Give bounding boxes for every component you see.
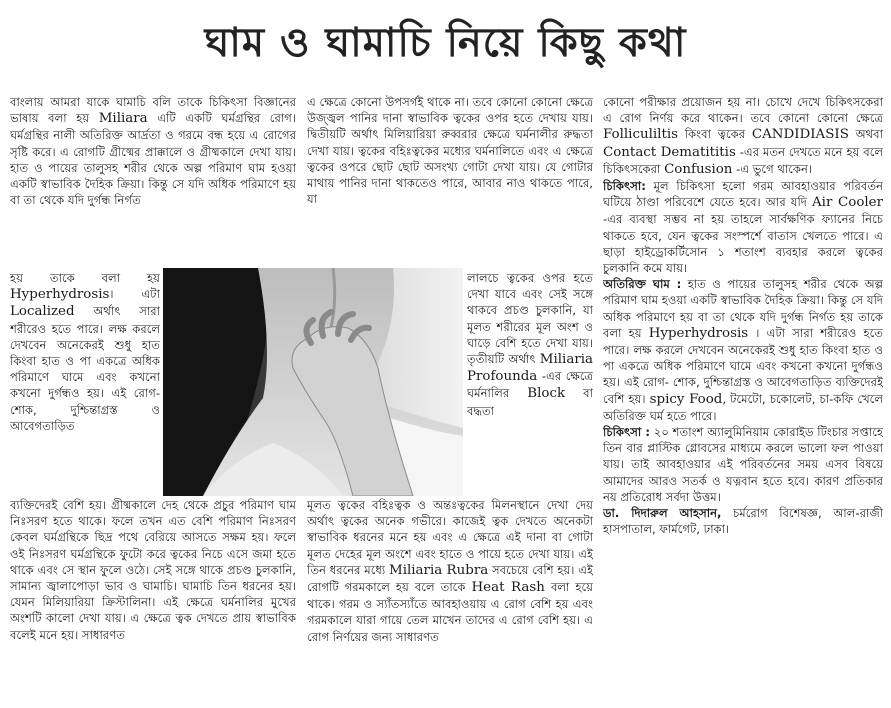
excess-sweat-subheading: অতিরিক্ত ঘাম :	[603, 277, 682, 292]
treatment-2-subheading: চিকিৎসা :	[603, 425, 650, 440]
article-photo	[163, 268, 463, 496]
column-2-top-text: এ ক্ষেত্রে কোনো উপসর্গই থাকে না। তবে কোনো কোনো ক্ষেত্রে উজ্জ্বল পানির দানা স্বাভাবিক ত্বকের ওপর হতে দেখায় যায়। দ্বিতীয়টি অর্থাৎ মিলিয়ারিয়া রুব্বরার ক্ষেত্রে ঘর্মনালীর রুদ্ধতা দেখা যায়। ত্বকের বহিঃত্বকের মধ্যের ঘর্মনালিতে এবং এ ক্ষেত্রে ত্বকের ওপরে ছোট ছোট অসংখ্য গোটা দেখা যায়। যে গোটার মাথায় পানির দানা থাকতেও পারে, আবার নাও থাকতে পারে, যা	[307, 95, 593, 207]
column-1-top-text: বাংলায় আমরা যাকে ঘামাচি বলি তাকে চিকিৎসা বিজ্ঞানের ভাষায় বলা হয় Miliara এটি একটি ঘর্মগ্রন্থির রোগ। ঘর্মগ্রন্থির নালী অতিরিক্ত আর্দ্রতা ও গরমে বন্ধ হয়ে এ রোগের সৃষ্টি করে। এ রোগটি গ্রীষ্মের প্রাক্কালে ও গ্রীষ্মকালে দেখা যায়। হাত ও পায়ের তালুসহ শরীর থেকে অল্প পরিমাণ ঘাম হওয়া একটি স্বাভাবিক দৈহিক ক্রিয়া। কিন্তু সে যদি অধিক পরিমাণে হয় বা তা থেকে যদি দুর্গন্ধ নির্গত	[10, 95, 296, 208]
article-headline: ঘাম ও ঘামাচি নিয়ে কিছু কথা	[204, 19, 687, 66]
column-3-text	[603, 94, 883, 702]
neck-scratching-photo	[163, 268, 463, 496]
author-name: ডা. দিদারুল আহসান,	[603, 506, 722, 521]
treatment-2-paragraph: চিকিৎসা : ২০ শতাংশ অ্যালুমিনিয়াম কোরাইড টিংচার সপ্তাহে তিন বার প্লাস্টিক গ্লোবসের মাধ্যমে করলে ভালো ফল পাওয়া যায়। তাই আবহাওয়ার এই পরিবর্তনের সময় এসব বিষয়ে আমাদের আরও সতর্ক ও যত্নবান হতে হবে। কারণ প্রতিকার নয় প্রতিরোধ সর্বদা উত্তম।	[603, 425, 883, 504]
author-affiliation: চর্মরোগ বিশেষজ্ঞ, আল-রাজী হাসপাতাল, ফার্মগেট, ঢাকা।	[603, 506, 883, 537]
column-1-wrap-text: হয় তাকে বলা হয় Hyperhydrosis। এটা Localized অর্থাৎ সারা শরীরেও হতে পারে। লক্ষ করলে দেখবেন অনেকেরই শুধু হাত কিংবা হাত ও পা একত্রে অধিক পরিমাণে ঘামে এবং কখনো কখনো দুর্গন্ধও হয়। এই রোগ- শোক, দুশ্চিন্তাগ্রস্ত ও আবেগতাড়িত	[10, 271, 160, 433]
column-1-bottom-text: ব্যক্তিদেরই বেশি হয়। গ্রীষ্মকালে দেহ থেকে প্রচুর পরিমাণ ঘাম নিঃসরণ হতে থাকে। ফলে তখন এত বেশি পরিমাণ নিঃসরণ কেবল ঘর্মগ্রন্থিকে ছিদ্র পথে বেরিয়ে আসতে সক্ষম হয়। ফলে ওই নিঃসরণ ঘর্মগ্রন্থিকে ফুটো করে ত্বকের নিচে এসে জমা হতে থাকে এবং সে স্থান ফুলে ওঠে। সেই সঙ্গে থাকে প্রচণ্ড চুলকানি, সামান্য জ্বালাপোড়া ভাব ও ঘামাচি। ঘামাচি তিন ধরনের হয়। যেমন মিলিয়ারিয়া ক্রিস্টালিনা। এই ক্ষেত্রে ঘর্মনালির মুখের অংশটি কালো দেখা যায়। এ ক্ষেত্রে ত্বক দেখতে প্রায় স্বাভাবিক বলেই মনে হয়। সাধারণত	[10, 498, 296, 642]
diagnosis-paragraph: কোনো পরীক্ষার প্রয়োজন হয় না। চোখে দেখে চিকিৎসকেরা এ রোগ নির্ণয় করে থাকেন। তবে কোনো কোনো ক্ষেত্রে Folliculiltis কিংবা ত্বকের CANDIDIASIS অথবা Contact Dematititis -এর মতন দেখতে মনে হয় বলে চিকিৎসকেরা Confusion -এ ভুগে থাকেন।	[603, 95, 883, 177]
excess-sweat-paragraph: অতিরিক্ত ঘাম : হাত ও পায়ের তালুসহ শরীর থেকে অল্প পরিমাণ ঘাম হওয়া একটি স্বাভাবিক দৈহিক ক্রিয়া। কিন্তু সে যদি অধিক পরিমাণে হয় বা তা থেকে যদি দুর্গন্ধ নির্গত হয় তাকে বলা হয় Hyperhydrosis । এটা সারা শরীরেও হতে পারে। লক্ষ করলে দেখবেন অনেকেরই শুধু হাত কিংবা হাত ও পা একত্রে অধিক পরিমাণে ঘামে এবং কখনো কখনো দুর্গন্ধও হয়। এই রোগ- শোক, দুশ্চিন্তাগ্রস্ত ও আবেগতাড়িত ব্যক্তিদেরই বেশি হয়। spicy Food, টমেটো, চকোলেট, চা-কফি খেলে অতিরিক্ত ঘর্ম হতে পারে।	[603, 277, 883, 423]
treatment-paragraph: চিকিৎসা: মূল চিকিৎসা হলো গরম আবহাওয়ার পরিবর্তন ঘটিয়ে ঠাণ্ডা পরিবেশে যেতে হবে। আর যদি Air Cooler -এর ব্যবস্থা সম্ভব না হয় তাহলে সার্বক্ষণিক ফ্যানের নিচে থাকতে হবে, যেন ত্বকের সংস্পর্শে বাতাস খেলতে পারে। এ ছাড়া হাইড্রোকর্টিসোন ১ শতাংশ ব্যবহার করলে ত্বকের চুলকানি কমে যায়।	[603, 179, 883, 276]
column-2-wrap-text: লালচে ত্বকের ওপর হতে দেখা যাবে এবং সেই সঙ্গে থাকবে প্রচণ্ড চুলকানি, যা মূলত শরীরের মূল অংশ ও ঘাড়ে বেশি হতে দেখা যায়। তৃতীয়টি অর্থাৎ Miliaria Profounda -এর ক্ষেত্রে ঘর্মনালির Block বা বদ্ধতা	[467, 271, 593, 418]
author-signature	[603, 505, 883, 537]
column-2-bottom-text: মূলত ত্বকের বহিঃত্বক ও অন্তঃত্বকের মিলনস্থানে দেখা দেয় অর্থাৎ ত্বকের অনেক গভীরে। কাজেই ত্বক দেখতে অনেকটা স্বাভাবিক ধরনের মনে হয় এবং এ ক্ষেত্রে এই দানা বা গোটা মূলত দেহের মূল অংশে এবং হাতে ও পায়ে হতে দেখা যায়। এই তিন ধরনের মধ্যে Miliaria Rubra সবচেয়ে বেশি হয়। এই রোগটি গরমকালে হয় বলে তাকে Heat Rash বলা হয়ে থাকে। গরম ও স্যাঁতস্যাঁতে আবহাওয়ায় এ রোগ বেশি হয় এবং গরমকালে যারা গায়ে তেল মাখেন তাদের এ রোগ বেশি হয়। এ রোগ নির্ণয়ের জন্য সাধারণত	[307, 498, 593, 644]
treatment-subheading: চিকিৎসা:	[603, 179, 646, 194]
